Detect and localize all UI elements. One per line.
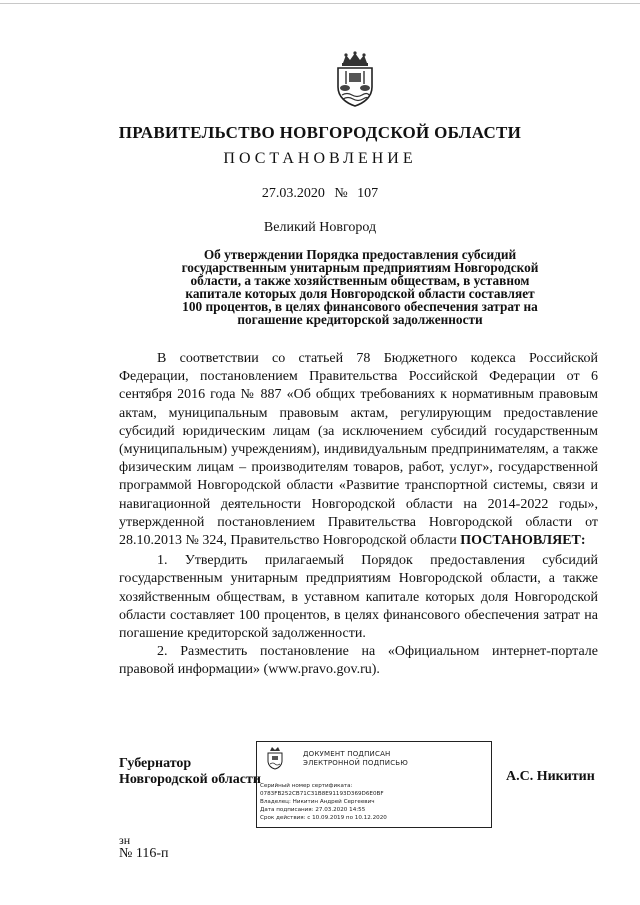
esig-details [260, 782, 387, 822]
registration-block [119, 834, 169, 860]
document-subject [160, 248, 560, 326]
subject-line: 100 процентов, в целях финансового обеспечения затрат на [182, 299, 538, 314]
subject-line: капитале которых доля Новгородской области составляет [185, 286, 535, 301]
item-1-paragraph: 1. Утвердить прилагаемый Порядок предоставления субсидий государственным унитарным предприятиям Новгородской области, а также хозяйственным обществам, в уставном капитале которых доля Новгородской области составляет 100 процентов, в целях финансового обеспечения затрат на погашение кредиторской задолженности. [119, 553, 598, 642]
coat-of-arms-icon [332, 51, 378, 107]
subject-line: Об утверждении Порядка предоставления субсидий [203, 247, 517, 262]
government-name: ПРАВИТЕЛЬСТВО НОВГОРОДСКОЙ ОБЛАСТИ [118, 123, 522, 142]
esig-cert-label: Серийный номер сертификата: [260, 783, 353, 789]
esig-validity: Срок действия: с 10.09.2019 по 10.12.2020 [260, 815, 387, 821]
esig-cert-number: 0783FB252CB71C31B8E91193D369D6E0BF [260, 791, 384, 797]
registration-number: № 116-п [119, 846, 169, 861]
scan-top-edge [0, 3, 640, 4]
signer-name: А.С. Никитин [506, 769, 595, 784]
preamble-paragraph [119, 350, 598, 550]
document-date: 27.03.2020 [261, 186, 325, 201]
electronic-signature-stamp [256, 741, 492, 828]
subject-line: погашение кредиторской задолженности [237, 312, 483, 327]
esig-header-line: ДОКУМЕНТ ПОДПИСАН [303, 750, 391, 758]
preamble-text: В соответствии со статьей 78 Бюджетного кодекса Российской Федерации, постановлением Правительства Российской Федерации от 6 сентября 2016 года № 887 «Об общих требованиях к нормативным правовым актам, муниципальным правовым актам, регулирующим предоставление субсидий юридическим лицам (за исключением субсидий государственным (муниципальным) учреждениям), индивидуальным предпринимателям, а также физическим лицам – производителям товаров, работ, услуг», государственной программой Новгородской области «Развитие транспортной системы, связи и навигационной деятельности Новгородской области на 2014-2022 годы», утвержденной постановлением Правительства Новгородской области от 28.10.2013 № 324, Правительство Новгородской области [119, 351, 598, 549]
item-2-paragraph: 2. Разместить постановление на «Официальном интернет-портале правовой информации» (www.pravo.gov.ru). [119, 644, 598, 678]
esig-header-line: ЭЛЕКТРОННОЙ ПОДПИСЬЮ [303, 759, 409, 767]
esig-header [303, 750, 408, 768]
signer-position [119, 756, 261, 788]
subject-line: области, а также хозяйственным обществам, в уставном [190, 273, 530, 288]
document-number: 107 [357, 186, 379, 201]
date-number-line [0, 186, 640, 202]
city: Великий Новгород [263, 220, 377, 235]
subject-line: государственным унитарным предприятиям Новгородской [181, 260, 539, 275]
executor-initials: зн [119, 833, 131, 847]
signer-position-line: Губернатор [119, 756, 192, 771]
number-sign: № [334, 186, 348, 201]
coat-of-arms-small-icon [265, 746, 285, 770]
esig-owner: Владелец: Никитин Андрей Сергеевич [260, 799, 375, 805]
signer-position-line: Новгородской области [119, 772, 261, 787]
document-body [119, 350, 598, 680]
esig-sign-date: Дата подписания: 27.03.2020 14:55 [260, 807, 366, 813]
resolves-keyword: ПОСТАНОВЛЯЕТ: [460, 533, 586, 549]
document-type: ПОСТАНОВЛЕНИЕ [223, 150, 417, 167]
